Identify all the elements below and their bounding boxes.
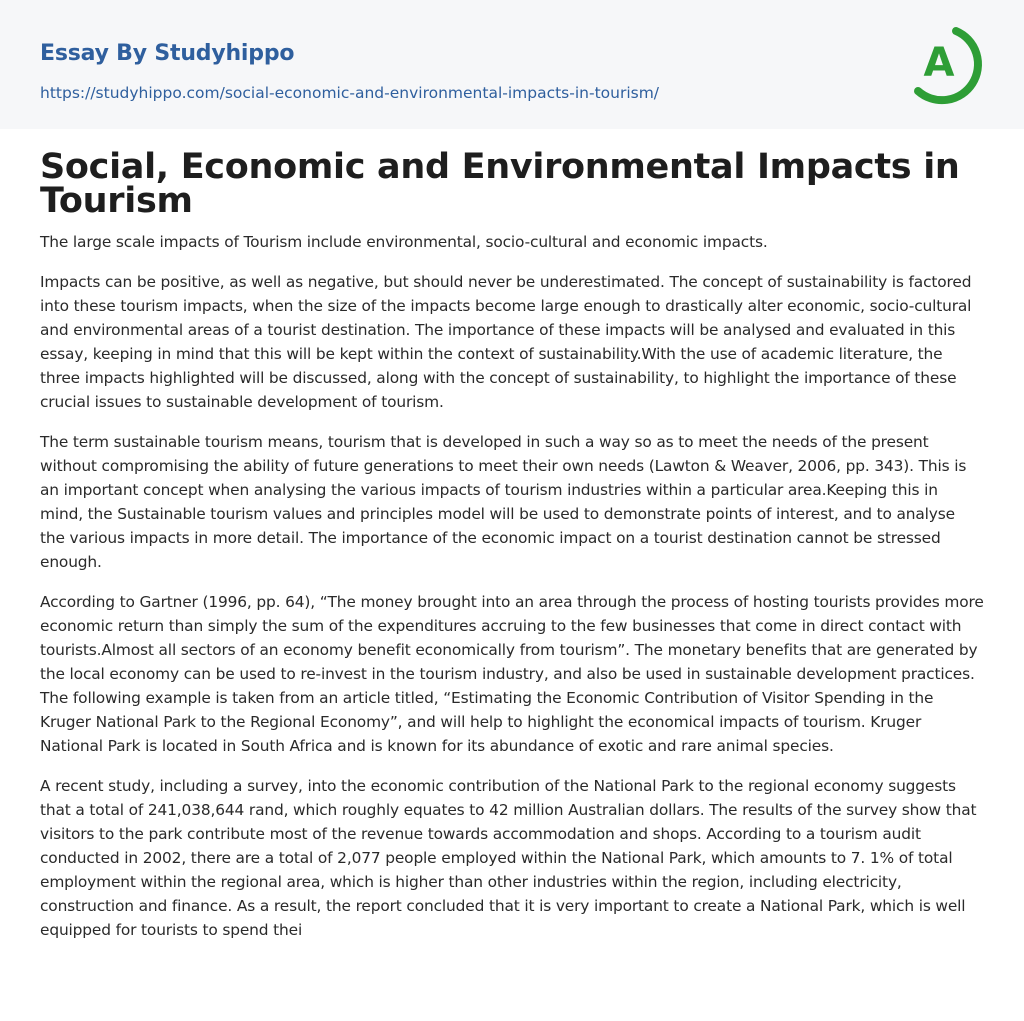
essay-paragraph: The term sustainable tourism means, tourism that is developed in such a way so as to meet the needs of the present without compromising the ability of future generations to meet their own needs (Lawton & Weaver, 2006, pp. 343). This is an important concept when analysing the various impacts of tourism industries within a particular area.Keeping this in mind, the Sustainable tourism values and principles model will be used to demonstrate points of interest, and to analyse the various impacts in more detail. The importance of the economic impact on a tourist destination cannot be stressed enough. bbox=[40, 433, 967, 571]
essay-paragraph: Impacts can be positive, as well as negative, but should never be underestimated. The concept of sustainability is factored into these tourism impacts, when the size of the impacts become large enough to drastically alter economic, socio-cultural and environmental areas of a tourist destination. The importance of these impacts will be analysed and evaluated in this essay, keeping in mind that this will be kept within the context of sustainability.With the use of academic literature, the three impacts highlighted will be discussed, along with the concept of sustainability, to highlight the importance of these crucial issues to sustainable development of tourism. bbox=[40, 273, 972, 411]
essay-paragraph: According to Gartner (1996, pp. 64), “The money brought into an area through the process of hosting tourists provides more economic return than simply the sum of the expenditures accruing to the few businesses that come in direct contact with tourists.Almost all sectors of an economy benefit economically from tourism”. The monetary benefits that are generated by the local economy can be used to re-invest in the tourism industry, and also be used in sustainable development practices. The following example is taken from an article titled, “Estimating the Economic Contribution of Visitor Spending in the Kruger National Park to the Regional Economy”, and will help to highlight the economical impacts of tourism. Kruger National Park is located in South Africa and is known for its abundance of exotic and rare animal species. bbox=[40, 593, 984, 755]
studyhippo-logo-icon[interactable] bbox=[898, 19, 986, 107]
logo-letter: A bbox=[923, 40, 955, 86]
essay-paragraph: The large scale impacts of Tourism include environmental, socio-cultural and economic impacts. bbox=[40, 233, 768, 251]
site-header bbox=[0, 0, 1024, 129]
essay-title: Social, Economic and Environmental Impacts in Tourism bbox=[40, 147, 960, 221]
page-url-link[interactable]: https://studyhippo.com/social-economic-and-environmental-impacts-in-tourism/ bbox=[40, 84, 660, 102]
site-name-link[interactable]: Essay By Studyhippo bbox=[40, 41, 295, 66]
essay-paragraph: A recent study, including a survey, into the economic contribution of the National Park to the regional economy suggests that a total of 241,038,644 rand, which roughly equates to 42 million Australian dollars. The results of the survey show that visitors to the park contribute most of the revenue towards accommodation and shops. According to a tourism audit conducted in 2002, there are a total of 2,077 people employed within the National Park, which amounts to 7. 1% of total employment within the regional area, which is higher than other industries within the region, including electricity, construction and finance. As a result, the report concluded that it is very important to create a National Park, which is well equipped for tourists to spend thei bbox=[40, 777, 977, 939]
